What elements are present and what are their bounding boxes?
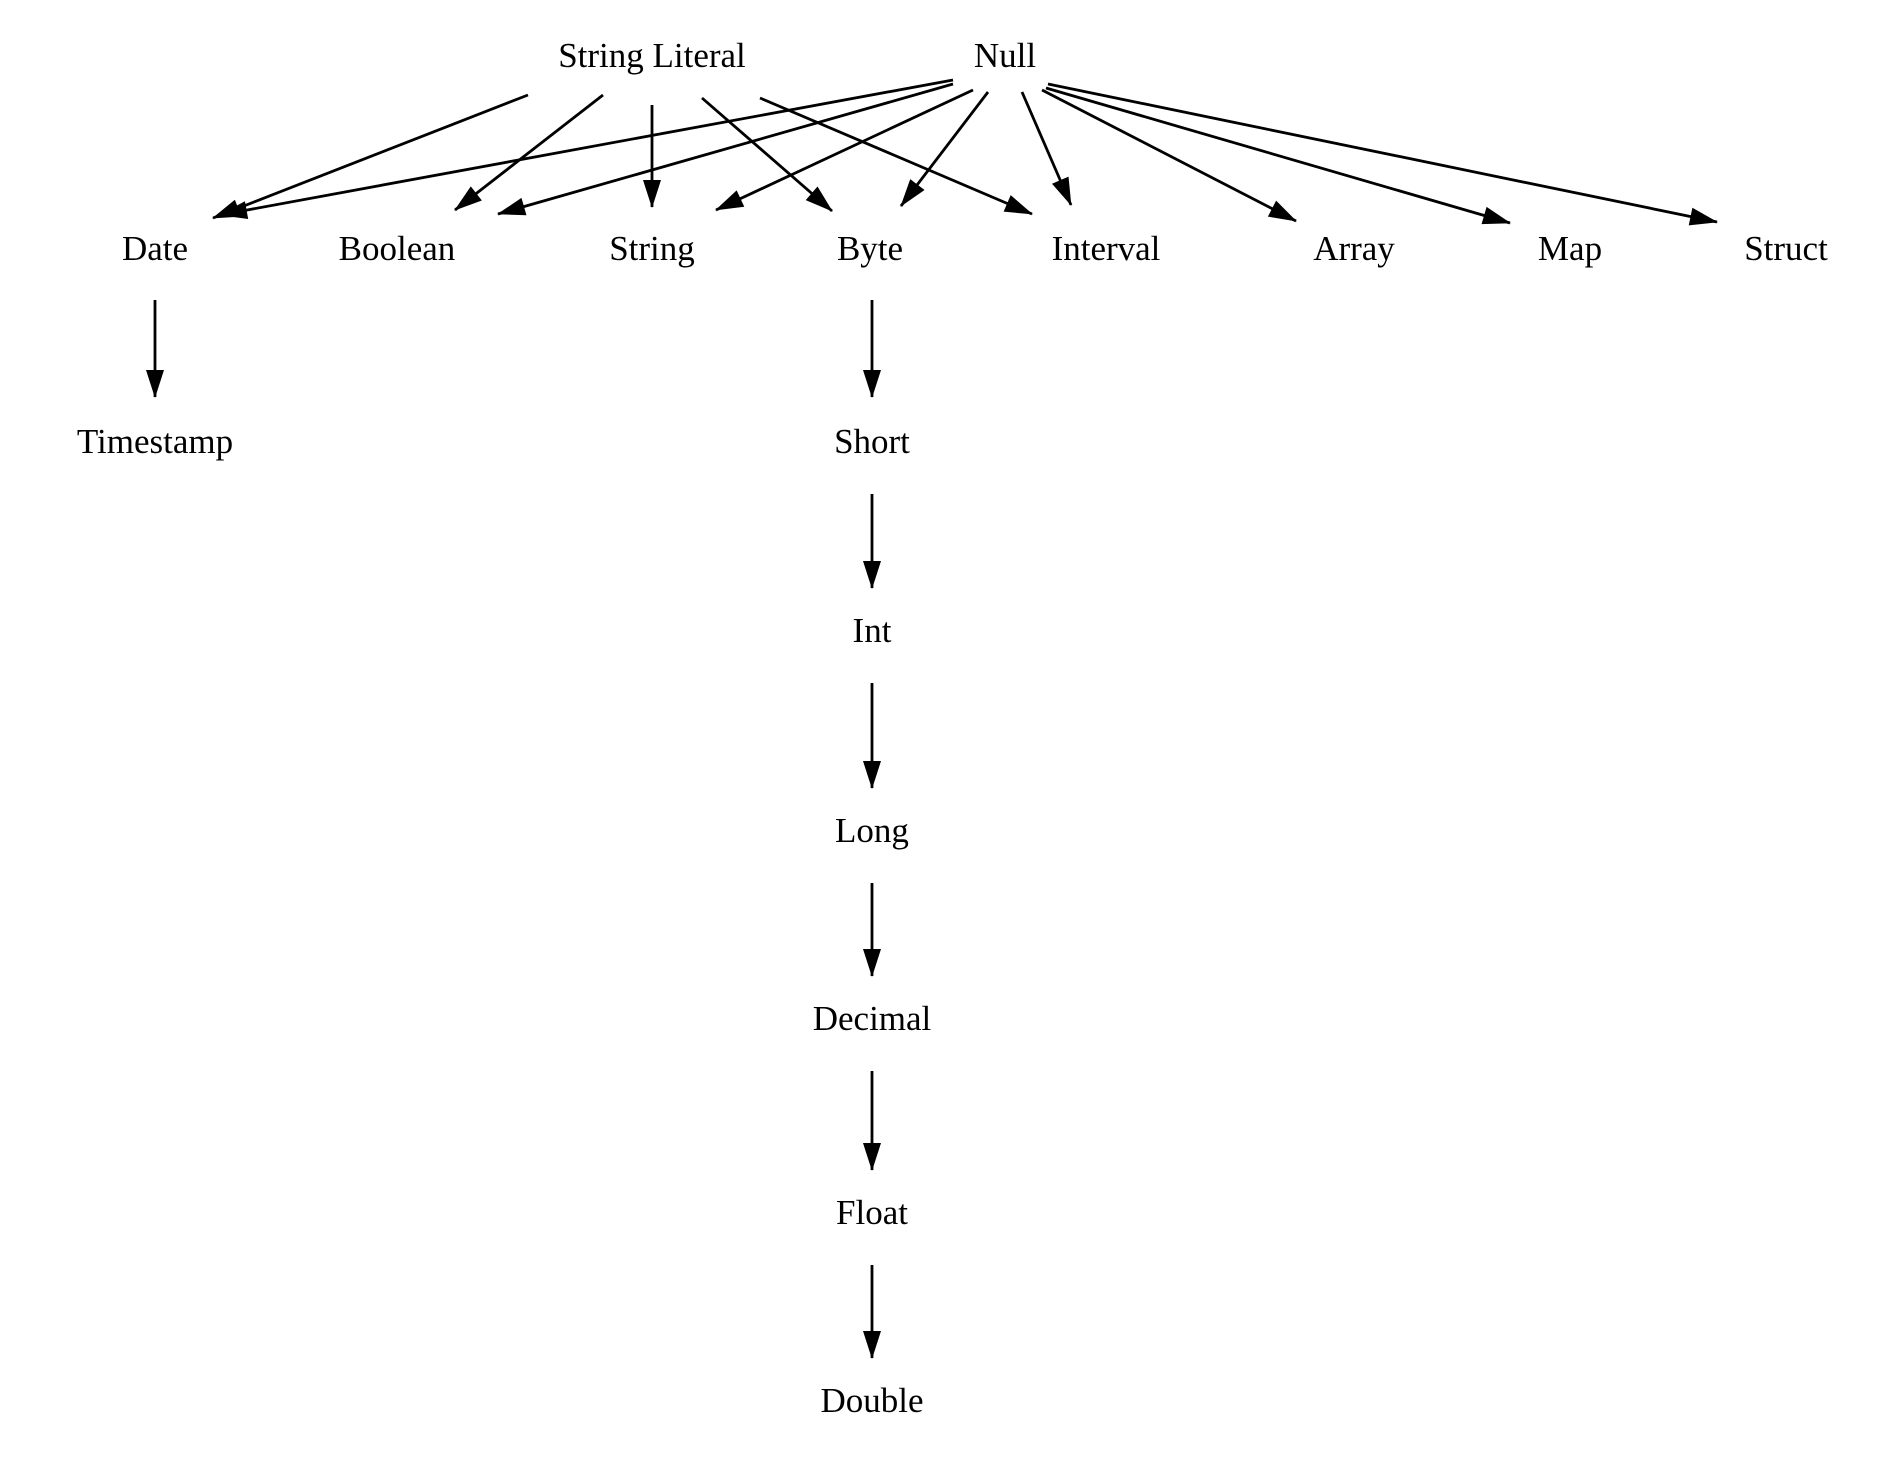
node-date: Date <box>121 229 189 268</box>
edge-string_literal-to-date <box>213 95 528 218</box>
node-interval: Interval <box>1051 229 1161 268</box>
nodes-layer <box>77 36 1828 1420</box>
node-struct: Struct <box>1744 229 1828 268</box>
edge-null-to-string <box>716 90 973 210</box>
node-byte: Byte <box>836 229 904 268</box>
node-map: Map <box>1537 229 1603 268</box>
node-long: Long <box>835 811 909 850</box>
edge-null-to-boolean <box>498 84 953 214</box>
node-array: Array <box>1313 229 1395 268</box>
node-double: Double <box>820 1381 924 1420</box>
node-short: Short <box>834 422 910 461</box>
node-float: Float <box>836 1193 908 1232</box>
edge-null-to-map <box>1046 88 1510 223</box>
node-string_literal: String Literal <box>558 36 746 75</box>
edge-null-to-struct <box>1048 84 1717 222</box>
node-decimal: Decimal <box>812 999 932 1038</box>
edge-null-to-interval <box>1022 92 1071 205</box>
node-int: Int <box>852 611 892 650</box>
node-null: Null <box>973 36 1037 75</box>
node-string: String <box>609 229 695 268</box>
node-boolean: Boolean <box>338 229 456 268</box>
edge-string_literal-to-interval <box>760 98 1032 214</box>
edges-layer <box>155 80 1717 1358</box>
edge-string_literal-to-boolean <box>455 95 603 210</box>
edge-null-to-date <box>220 80 953 215</box>
node-timestamp: Timestamp <box>76 422 234 461</box>
